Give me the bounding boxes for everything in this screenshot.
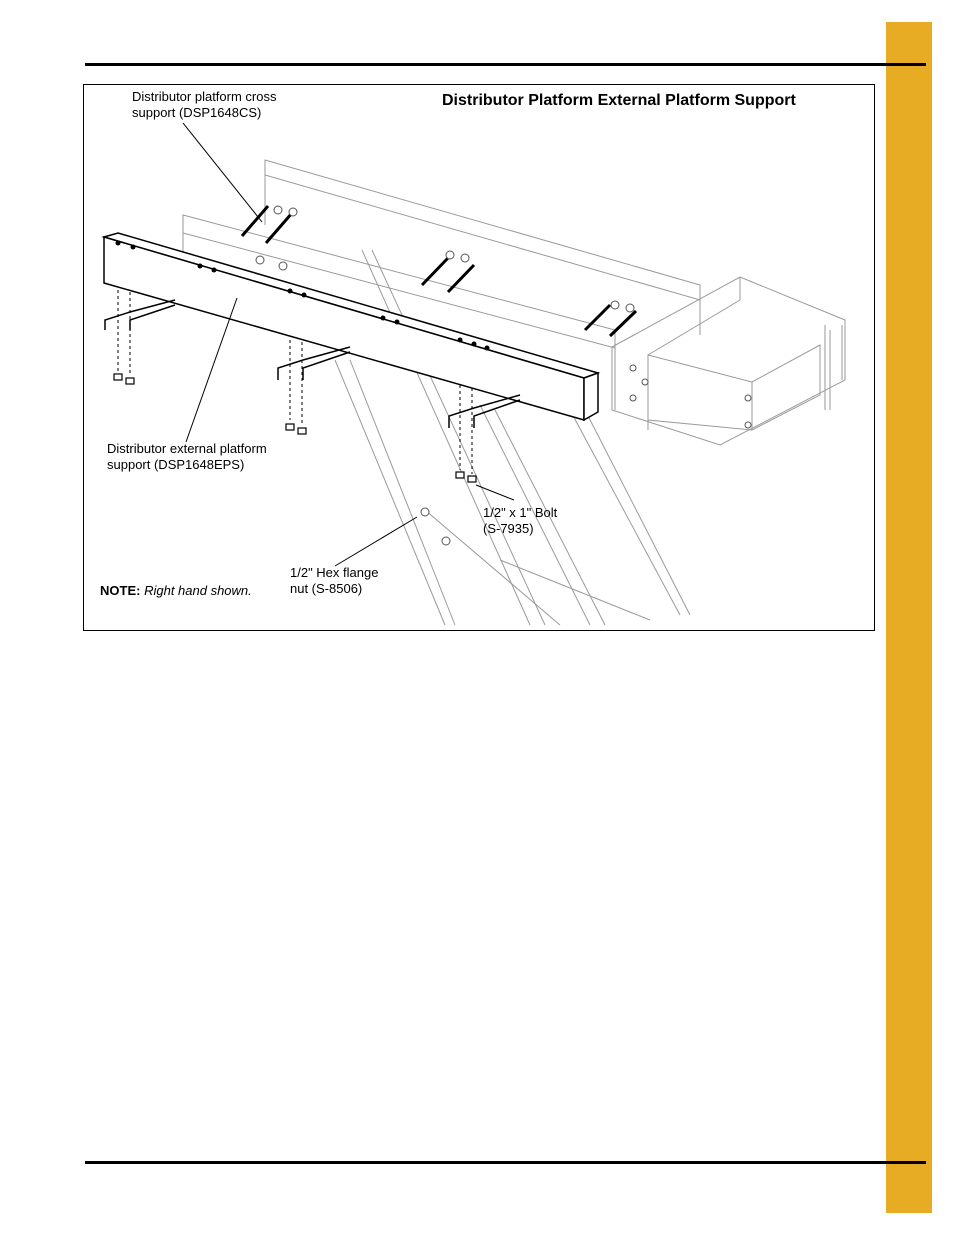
callout-line: nut (S-8506) bbox=[290, 581, 363, 596]
callout-bolt bbox=[483, 505, 557, 537]
callout-line: 1/2" x 1" Bolt bbox=[483, 505, 558, 520]
section-tab bbox=[886, 22, 932, 1213]
callout-line: (S-7935) bbox=[483, 521, 534, 536]
callout-line: Distributor platform cross bbox=[132, 89, 277, 104]
footer-rule bbox=[85, 1161, 926, 1164]
callout-line: support (DSP1648CS) bbox=[132, 105, 262, 120]
callout-line: 1/2" Hex flange bbox=[290, 565, 379, 580]
callout-line: support (DSP1648EPS) bbox=[107, 457, 245, 472]
figure-note bbox=[100, 583, 252, 598]
callout-line: Distributor external platform bbox=[107, 441, 267, 456]
note-label: NOTE: bbox=[100, 583, 141, 598]
callout-external-support bbox=[107, 441, 267, 473]
callout-nut bbox=[290, 565, 378, 597]
figure-title: Distributor Platform External Platform Support bbox=[442, 92, 796, 109]
assembly-illustration bbox=[84, 85, 874, 630]
callout-cross-support bbox=[132, 89, 276, 121]
header-rule bbox=[85, 63, 926, 66]
note-text: Right hand shown. bbox=[144, 583, 252, 598]
